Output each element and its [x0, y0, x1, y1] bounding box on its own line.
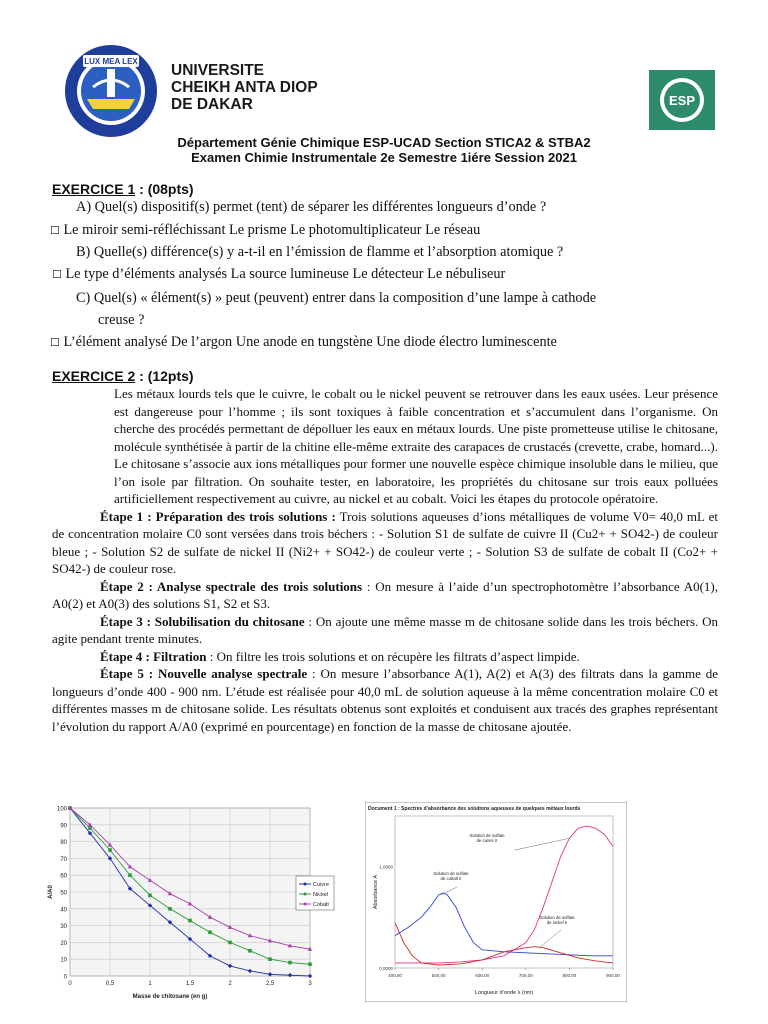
- legend-marker: [304, 883, 307, 886]
- ucad-seal: [63, 43, 159, 139]
- y-tick-label: 40: [60, 907, 67, 914]
- x-tick-label: 2: [228, 981, 232, 987]
- x-axis-label: Longueur d’onde λ (nm): [474, 990, 534, 996]
- step2-text: : On mesure à l’aide d’un spectrophotomètre l’absorbance A0(1), A0(2) et A0(3) des solutions S1, S2 et S3.: [52, 578, 718, 611]
- exercise1-title: EXERCICE 1: [52, 181, 136, 197]
- step2: [52, 578, 718, 613]
- exercise2-title: EXERCICE 2: [52, 368, 136, 384]
- step3: [52, 613, 718, 648]
- university-line3: DE DAKAR: [171, 96, 253, 113]
- y-tick-label: 1,0000: [379, 864, 393, 870]
- y-tick-label: 30: [60, 924, 67, 931]
- x-tick-label: 700,00: [518, 973, 533, 978]
- university-line1: UNIVERSITE: [171, 62, 265, 79]
- data-point: [228, 941, 232, 945]
- legend-label: Cobalt: [313, 902, 329, 908]
- y-axis-label: Absorbance A: [373, 874, 379, 910]
- x-tick-label: 0,5: [105, 981, 115, 987]
- department-line: Département Génie Chimique ESP-UCAD Section STICA2 & STBA2: [177, 135, 591, 150]
- y-tick-label: 70: [60, 856, 67, 863]
- data-point: [268, 957, 272, 961]
- annotation-line1: Solution de sulfate: [433, 871, 469, 876]
- y-tick-label: 10: [60, 957, 67, 964]
- x-tick-label: 800,00: [562, 973, 577, 978]
- x-tick-label: 0: [68, 981, 72, 987]
- step5-title: Étape 5 : Nouvelle analyse spectrale: [100, 666, 308, 681]
- data-point: [168, 907, 172, 911]
- y-axis-label: A/A0: [48, 885, 54, 899]
- y-tick-label: 60: [60, 873, 67, 880]
- step1-title: Étape 1 : Préparation des trois solutions :: [100, 508, 336, 524]
- step5: [52, 665, 718, 735]
- checkbox-icon[interactable]: ☐: [50, 336, 60, 349]
- question-c-options-text: L’élément analysé De l’argon Une anode en tungstène Une diode électro luminescente: [59, 334, 557, 350]
- intro-paragraph: Les métaux lourds tels que le cuivre, le cobalt ou le nickel peuvent se retrouver dans les eaux usées. Leur présence est dangereuse pour l’homme ; ils sont toxiques à faible concentration et s’accumulent dans l’organisme. On cherche des procédés permettant de dépolluer les eaux en métaux lourds. Une piste prometteuse utilise le chitosane, molécule synthétisée à partir de la chitine elle-même extraite des carapaces de crustacés (crevette, crabe, homard...). Le chitosane s’associe aux ions métalliques pour former une nouvelle espèce chimique insoluble dans le milieu, que l’on isole par filtration. On souhaite tester, en laboratoire, les propriétés du chitosane sur trois eaux polluées artificiellement respectivement au cuivre, au nickel et au cobalt. Voici les étapes du protocole opératoire.: [114, 386, 718, 506]
- ucad-seal-motto: LUX MEA LEX: [84, 57, 138, 66]
- legend-marker: [304, 903, 307, 906]
- x-tick-label: 600,00: [475, 973, 490, 978]
- question-a: A) Quel(s) dispositif(s) permet (tent) de séparer les différentes longueurs d’onde ?: [76, 199, 547, 215]
- y-tick-label: 100: [56, 806, 67, 813]
- exercise1-heading: [52, 181, 194, 199]
- university-name: [171, 62, 318, 113]
- annotation-line1: Solution de sulfate: [469, 833, 505, 838]
- y-tick-label: 0: [63, 974, 67, 981]
- question-a-options: [50, 222, 480, 239]
- x-tick-label: 1: [148, 981, 152, 987]
- chart-absorbance-ratio: [46, 800, 336, 1006]
- legend-label: Nickel: [313, 892, 328, 898]
- data-point: [188, 919, 192, 923]
- data-point: [248, 949, 252, 953]
- y-tick-label: 0,0000: [379, 966, 393, 971]
- legend: [296, 876, 334, 910]
- plot-area: [395, 816, 613, 968]
- x-tick-label: 400,00: [388, 973, 402, 978]
- x-tick-label: 1,5: [185, 981, 195, 987]
- data-point: [128, 873, 132, 877]
- annotation-line2: de cobalt II: [440, 876, 462, 881]
- data-point: [148, 894, 152, 898]
- annotation-line2: de cuivre II: [476, 838, 498, 843]
- y-tick-label: 50: [60, 890, 67, 897]
- question-c-line2: creuse ?: [98, 312, 145, 328]
- x-axis-label: Masse de chitosane (en g): [132, 994, 208, 1000]
- step4-title: Étape 4 : Filtration: [100, 648, 207, 664]
- legend-marker: [304, 893, 307, 896]
- step4: [52, 648, 718, 666]
- step2-title: Étape 2 : Analyse spectrale des trois solutions: [100, 578, 363, 594]
- legend-label: Cuivre: [313, 882, 329, 888]
- question-b-options: [52, 266, 505, 283]
- step3-text: : On ajoute une même masse m de chitosane solide dans les trois béchers. On agite pendant trente minutes.: [52, 613, 718, 646]
- exercise2-heading: [52, 368, 194, 386]
- data-point: [88, 826, 92, 830]
- esp-logo-text: ESP: [668, 93, 696, 108]
- annotation-line2: de nickel II: [546, 920, 568, 925]
- y-tick-label: 80: [60, 840, 67, 847]
- exercise2-points: : (12pts): [135, 368, 194, 384]
- chart-title: Document 1 : Spectres d’absorbance des solutions aqueuses de quelques métaux lourds: [368, 806, 581, 812]
- x-tick-label: 3: [308, 981, 312, 987]
- data-point: [208, 931, 212, 935]
- question-b-options-text: Le type d’éléments analysés La source lumineuse Le détecteur Le nébuliseur: [61, 266, 506, 282]
- step3-title: Étape 3 : Solubilisation du chitosane: [100, 613, 305, 629]
- exercise2-body: [52, 385, 718, 735]
- data-point: [108, 848, 112, 852]
- annotation-line1: Solution de sulfate: [539, 915, 575, 920]
- x-tick-label: 900,00: [606, 973, 620, 978]
- y-tick-label: 90: [60, 823, 67, 830]
- question-c-line1: C) Quel(s) « élément(s) » peut (peuvent) entrer dans la composition d’une lampe à cathode: [76, 290, 597, 306]
- y-tick-label: 20: [60, 940, 67, 947]
- esp-logo: [649, 70, 715, 130]
- checkbox-icon[interactable]: ☐: [52, 268, 62, 281]
- step5-text: : On mesure l’absorbance A(1), A(2) et A(3) des filtrats dans la gamme de longueurs d’onde 400 - 900 nm. L’étude est réalisée pour 40,0 mL de solution aqueuse à la même concentration molaire C0 et différentes masses m de chitosane solide. Les résultats obtenus sont exploités et conduisent aux tracés des graphes représentant l’évolution du rapport A/A0 (exprimé en pourcentage) en fonction de la masse de chitosane ajoutée.: [52, 666, 718, 734]
- checkbox-icon[interactable]: ☐: [50, 224, 60, 237]
- exam-line: Examen Chimie Instrumentale 2e Semestre 1iére Session 2021: [191, 150, 577, 165]
- question-a-options-text: Le miroir semi-réfléchissant Le prisme Le photomultiplicateur Le réseau: [59, 222, 481, 238]
- step1: [52, 508, 718, 578]
- step4-text: : On filtre les trois solutions et on récupère les filtrats d’aspect limpide.: [206, 648, 580, 664]
- chart-absorbance-spectra: [365, 802, 627, 1002]
- x-tick-label: 2,5: [265, 981, 275, 987]
- x-tick-label: 500,00: [431, 973, 446, 978]
- data-point: [308, 962, 312, 966]
- university-line2: CHEIKH ANTA DIOP: [171, 79, 318, 96]
- data-point: [288, 961, 292, 965]
- question-b: B) Quelle(s) différence(s) y a-t-il en l’émission de flamme et l’absorption atomique ?: [76, 244, 564, 260]
- step1-text: Trois solutions aqueuses d’ions métalliques de volume V0= 40,0 mL et de concentration molaire C0 sont versées dans trois béchers : - Solution S1 de sulfate de cuivre II (Cu2+ + SO42-) de couleur bleue ; - Solution S2 de sulfate de nickel II (Ni2+ + SO42-) de couleur verte ; - Solution S3 de sulfate de cobalt II (Co2+ + SO42-) de couleur rose.: [52, 508, 718, 576]
- question-c-options: [50, 334, 557, 351]
- exercise1-points: : (08pts): [135, 181, 194, 197]
